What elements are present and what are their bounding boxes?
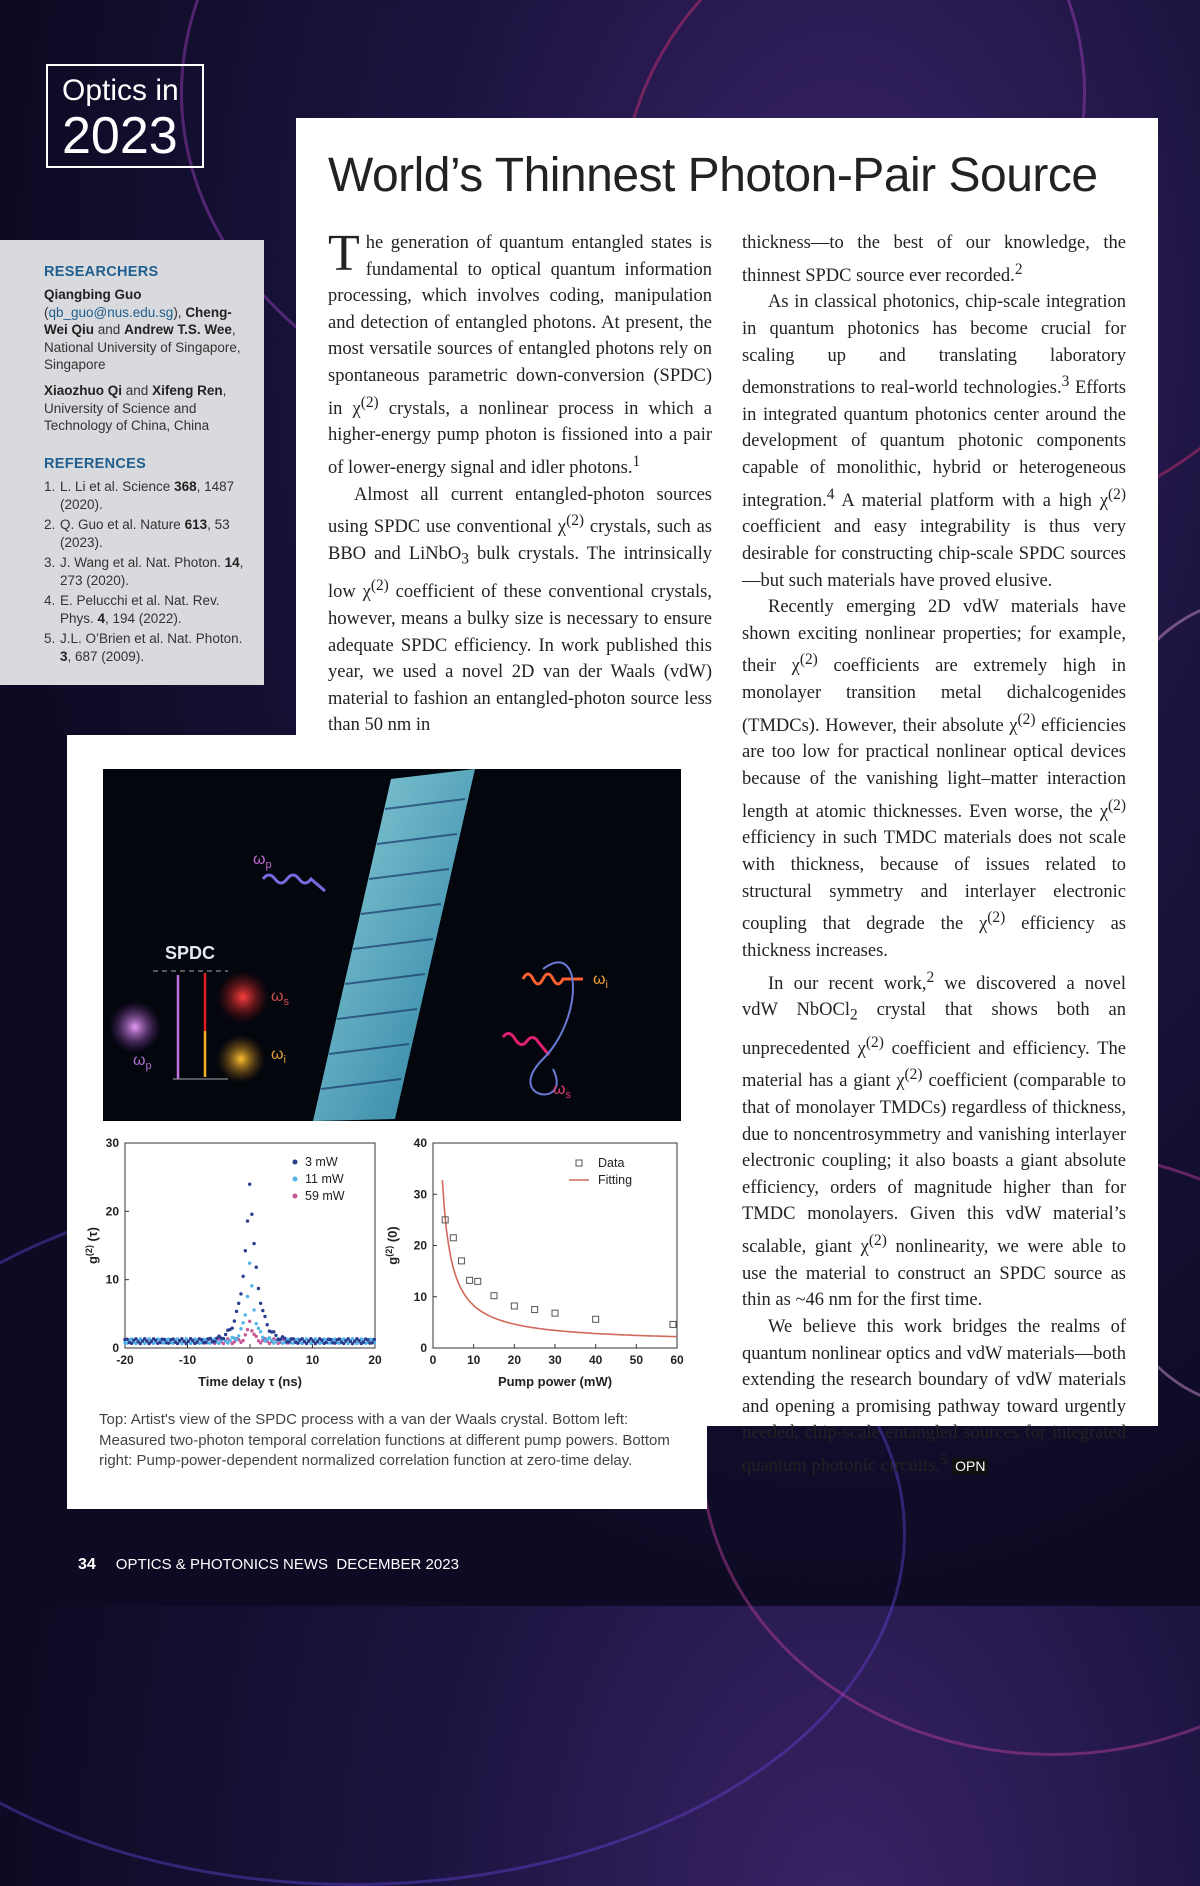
paragraph: Recently emerging 2D vdW materials have shown exciting nonlinear properties; for example, their $\chi^{(2)}$ coefficients are extremely high in monolayer transition metal dichalcogenides (TMDCs). However, their absolute $\chi^{(2)}$ efficiencies are too low for practical nonlinear optical devices because of the vanishing light–matter interaction length at atomic thicknesses. Even worse, the $\chi^{(2)}$ efficiency in such TMDC materials does not scale with thickness, because of issues related to structural symmetry and interlayer electronic coupling that degrade the $\chi^{(2)}$ efficiency as thickness increases. bbox=[742, 597, 1126, 961]
data-point bbox=[248, 1262, 251, 1265]
data-point bbox=[235, 1338, 238, 1341]
y-axis-label: $g^{(2)}$ (τ) bbox=[84, 1226, 100, 1265]
page-footer bbox=[78, 1556, 459, 1574]
data-point bbox=[458, 1258, 464, 1264]
reference-list bbox=[44, 478, 254, 668]
signal-label-right: $\omega_s$ bbox=[553, 1081, 571, 1101]
data-point bbox=[261, 1309, 264, 1312]
y-tick-label: 20 bbox=[105, 1204, 119, 1219]
sidebar bbox=[0, 240, 264, 685]
reference-item: 4. E. Pelucchi et al. Nat. Rev. Phys. 4, 194 (2022). bbox=[44, 593, 220, 626]
data-point bbox=[158, 1341, 161, 1344]
data-point bbox=[167, 1341, 170, 1344]
x-tick-label: 40 bbox=[588, 1353, 603, 1367]
data-point bbox=[171, 1337, 174, 1340]
y-tick-label: 20 bbox=[413, 1238, 427, 1253]
data-point bbox=[241, 1321, 244, 1324]
data-point bbox=[176, 1342, 179, 1345]
idler-wave bbox=[523, 974, 583, 984]
data-point bbox=[222, 1337, 225, 1340]
legend-entry: 3 mW bbox=[305, 1155, 338, 1169]
data-point bbox=[475, 1278, 481, 1284]
data-point bbox=[244, 1333, 247, 1336]
data-point bbox=[320, 1339, 323, 1342]
paragraph: Almost all current entangled-photon sources using SPDC use conventional $\chi^{(2)}$ crystals, such as BBO and LiNbO$_3$ bulk crystals. The intrinsically low $\chi^{(2)}$ coefficient of these conventional crystals, however, means a bulky size is necessary to ensure adequate SPDC efficiency. In work published this year, we used a novel 2D van der Waals (vdW) material to fashion an entangled-photon source less than 50 nm in bbox=[328, 484, 712, 736]
data-point bbox=[125, 1338, 128, 1341]
reference-item: 1. L. Li et al. Science 368, 1487 (2020). bbox=[44, 479, 235, 512]
reference-item: 3. J. Wang et al. Nat. Photon. 14, 273 (2020). bbox=[44, 555, 244, 588]
data-point bbox=[467, 1277, 473, 1283]
fitting-curve bbox=[442, 1180, 676, 1336]
data-point bbox=[272, 1330, 275, 1333]
data-point bbox=[325, 1341, 328, 1344]
drop-cap: T bbox=[328, 225, 360, 282]
data-point bbox=[195, 1340, 198, 1343]
data-point bbox=[228, 1339, 231, 1342]
data-point bbox=[373, 1338, 376, 1341]
badge-line2: 2023 bbox=[62, 107, 178, 165]
data-point bbox=[287, 1340, 290, 1343]
idler-photon bbox=[217, 1035, 265, 1083]
data-point bbox=[450, 1235, 456, 1241]
data-point bbox=[255, 1322, 258, 1325]
data-point bbox=[305, 1342, 308, 1345]
conjunction: and bbox=[125, 383, 149, 398]
researcher-name: Xiaozhuo Qi bbox=[44, 383, 123, 398]
paragraph: In our recent work,$^2$ we discovered a novel vdW NbOCl$_2$ crystal that shows both an unprecedented $\chi^{(2)}$ coefficient and efficiency. The material has a giant $\chi^{(2)}$ coefficient (comparable to that of monolayer TMDCs) regardless of thickness, due to noncentrosymmetry and vanishing interlayer electronic coupling; it also boasts a giant absolute efficiency, orders of magnitude higher than for TMDC monolayers. Given this vdW material’s scalable, giant $\chi^{(2)}$ nonlinearity, we were able to use the material to construct an SPDC source as thin as ~46 nm for the first time. bbox=[742, 968, 1127, 1311]
data-point bbox=[338, 1337, 341, 1340]
data-point bbox=[270, 1339, 273, 1342]
researcher-name: Qiangbing Guo bbox=[44, 287, 142, 302]
section-badge bbox=[46, 64, 204, 168]
x-axis-label: Pump power (mW) bbox=[497, 1374, 613, 1389]
data-point bbox=[233, 1319, 236, 1322]
paragraph: thickness—to the best of our knowledge, the thinnest SPDC source ever recorded.$^2$ bbox=[742, 233, 1126, 286]
data-point bbox=[209, 1337, 212, 1340]
data-point bbox=[370, 1341, 373, 1344]
data-point bbox=[366, 1338, 369, 1341]
data-point bbox=[150, 1340, 153, 1343]
data-point bbox=[316, 1340, 319, 1343]
x-tick-label: -10 bbox=[178, 1353, 197, 1367]
x-tick-label: 20 bbox=[507, 1353, 522, 1367]
data-point bbox=[261, 1336, 264, 1339]
data-point bbox=[191, 1339, 194, 1342]
data-point bbox=[139, 1342, 142, 1345]
data-point bbox=[552, 1310, 558, 1316]
data-point bbox=[217, 1342, 220, 1345]
body-column-2 bbox=[742, 230, 1126, 1480]
data-point bbox=[670, 1321, 676, 1327]
body-column-1 bbox=[328, 225, 712, 739]
data-point bbox=[362, 1340, 365, 1343]
data-point bbox=[259, 1330, 262, 1333]
data-point bbox=[246, 1295, 249, 1298]
data-point bbox=[491, 1293, 497, 1299]
article-title: World’s Thinnest Photon-Pair Source bbox=[328, 149, 1098, 202]
data-point bbox=[263, 1315, 266, 1318]
data-point bbox=[235, 1310, 238, 1313]
x-tick-label: 10 bbox=[305, 1353, 320, 1367]
data-point bbox=[255, 1335, 258, 1338]
data-point bbox=[593, 1316, 599, 1322]
paragraph: The generation of quantum entangled states is fundamental to optical quantum information processing, which involves coding, manipulation and detection of entangled photons. At present, the most versatile sources of entangled photons rely on spontaneous parametric down-conversion (SPDC) in $\chi^{(2)}$ crystals, a nonlinear process in which a higher-energy pump photon is fissioned into a pair of lower-energy signal and idler photons.$^1$ bbox=[328, 225, 712, 479]
legend-entry: Fitting bbox=[598, 1173, 633, 1187]
y-tick-label: 0 bbox=[420, 1341, 427, 1355]
data-point bbox=[257, 1287, 260, 1290]
y-tick-label: 0 bbox=[112, 1341, 119, 1355]
badge-line1: Optics in bbox=[62, 74, 179, 107]
plot-frame bbox=[433, 1143, 677, 1348]
data-point bbox=[130, 1342, 133, 1345]
conjunction: and bbox=[97, 322, 121, 337]
signal-photon bbox=[217, 971, 269, 1023]
data-point bbox=[248, 1320, 251, 1323]
y-tick-label: 30 bbox=[105, 1136, 119, 1150]
x-tick-label: -20 bbox=[116, 1353, 134, 1367]
data-point bbox=[237, 1302, 240, 1305]
x-axis-label: Time delay τ (ns) bbox=[198, 1374, 302, 1389]
data-point bbox=[255, 1266, 258, 1269]
paragraph: We believe this work bridges the realms of quantum nonlinear optics and vdW materials—both extending the research boundary of vdW materials and opening a promising pathway toward urgently needed, chip-scale entangled sources for integrated quantum photonic circuits.$^5$ OPN bbox=[742, 1316, 1126, 1477]
paragraph: As in classical photonics, chip-scale integration in quantum photonics has become crucial for scaling up and translating laboratory demonstrations to real-world technologies.$^3$ Efforts in integrated quantum photonics center around the development of quantum photonic components capable of monolithic, hybrid or heterogeneous integration.$^4$ A material platform with a high $\chi^{(2)}$ coefficient and easy integrability is thus very desirable for constructing chip-scale SPDC sources—but such materials have proved elusive. bbox=[742, 292, 1126, 591]
researcher-name: Xifeng Ren bbox=[152, 383, 223, 398]
data-point bbox=[244, 1313, 247, 1316]
pump-wave bbox=[263, 875, 325, 891]
data-point bbox=[204, 1341, 207, 1344]
y-axis-label: $g^{(2)}$ (0) bbox=[384, 1226, 400, 1265]
data-point bbox=[346, 1337, 349, 1340]
data-point bbox=[532, 1307, 538, 1313]
pump-label-top: $\omega_p$ bbox=[253, 851, 272, 871]
publication-name: OPTICS & PHOTONICS NEWS DECEMBER 2023 bbox=[115, 1556, 459, 1573]
references-heading: REFERENCES bbox=[44, 456, 147, 472]
data-point bbox=[246, 1219, 249, 1222]
figure-caption: Top: Artist's view of the SPDC process with a van der Waals crystal. Bottom left: Measured two-photon temporal correlation functions at different pump powers. Bottom right: Pump-power-dependent normalized correlation function at zero-time delay. bbox=[99, 1411, 670, 1469]
legend-marker bbox=[293, 1177, 298, 1182]
correlation-vs-time-chart bbox=[83, 1130, 383, 1396]
data-point bbox=[163, 1338, 166, 1341]
data-point bbox=[154, 1339, 157, 1342]
researcher-name: Andrew T.S. Wee bbox=[124, 322, 232, 337]
pump-photon bbox=[109, 1001, 161, 1053]
researcher-name: Cheng-Wei Qiu bbox=[44, 304, 232, 337]
data-point bbox=[248, 1183, 251, 1186]
data-point bbox=[300, 1337, 303, 1340]
data-point bbox=[329, 1338, 332, 1341]
signal-label-left: $\omega_s$ bbox=[271, 988, 289, 1008]
data-point bbox=[283, 1337, 286, 1340]
reference-item: 2. Q. Guo et al. Nature 613, 53 (2023). bbox=[44, 517, 230, 550]
opn-logo: OPN bbox=[952, 1458, 988, 1474]
legend-marker bbox=[576, 1160, 582, 1166]
data-point bbox=[259, 1302, 262, 1305]
data-point bbox=[265, 1323, 268, 1326]
data-point bbox=[250, 1329, 253, 1332]
x-tick-label: 0 bbox=[246, 1353, 254, 1367]
data-point bbox=[342, 1342, 345, 1345]
x-tick-label: 10 bbox=[466, 1353, 481, 1367]
data-point bbox=[252, 1242, 255, 1245]
crystal-lattice bbox=[313, 769, 475, 1121]
data-point bbox=[511, 1303, 517, 1309]
x-tick-label: 30 bbox=[548, 1353, 562, 1367]
data-point bbox=[357, 1339, 360, 1342]
pump-label-left: $\omega_p$ bbox=[133, 1052, 152, 1072]
data-point bbox=[246, 1328, 249, 1331]
data-point bbox=[252, 1308, 255, 1311]
x-tick-label: 20 bbox=[368, 1353, 382, 1367]
legend-marker bbox=[293, 1160, 298, 1165]
affiliation: , University of Science and Technology of China, China bbox=[44, 383, 227, 433]
y-tick-label: 10 bbox=[413, 1289, 427, 1304]
reference-item: 5. J.L. O’Brien et al. Nat. Photon. 3, 687 (2009). bbox=[44, 631, 243, 664]
researchers-block-2 bbox=[44, 382, 254, 435]
data-point bbox=[134, 1337, 137, 1340]
data-point bbox=[237, 1334, 240, 1337]
data-point bbox=[244, 1249, 247, 1252]
email-link[interactable]: qb_guo@nus.edu.sg bbox=[48, 304, 174, 320]
data-point bbox=[250, 1284, 253, 1287]
legend-entry: 59 mW bbox=[305, 1189, 345, 1203]
data-point bbox=[200, 1338, 203, 1341]
x-tick-label: 0 bbox=[429, 1353, 437, 1367]
spdc-label: SPDC bbox=[165, 943, 216, 963]
legend-entry: Data bbox=[598, 1156, 625, 1170]
legend-marker bbox=[293, 1194, 298, 1199]
data-point bbox=[250, 1213, 253, 1216]
data-point bbox=[239, 1327, 242, 1330]
x-tick-label: 50 bbox=[629, 1353, 644, 1367]
data-point bbox=[257, 1327, 260, 1330]
spdc-illustration bbox=[103, 769, 681, 1121]
data-point bbox=[230, 1326, 233, 1329]
data-point bbox=[296, 1341, 299, 1344]
page-number: 34 bbox=[78, 1556, 96, 1573]
correlation-vs-power-chart bbox=[383, 1130, 693, 1396]
data-point bbox=[180, 1337, 183, 1340]
idler-label-left: $\omega_i$ bbox=[271, 1046, 286, 1066]
x-tick-label: 60 bbox=[670, 1353, 684, 1367]
data-point bbox=[224, 1333, 227, 1336]
data-point bbox=[213, 1340, 216, 1343]
data-point bbox=[274, 1334, 277, 1337]
researchers-heading: RESEARCHERS bbox=[44, 264, 159, 280]
data-point bbox=[241, 1275, 244, 1278]
affiliation: , National University of Singapore, Singapore bbox=[44, 322, 241, 372]
y-tick-label: 10 bbox=[105, 1272, 119, 1287]
y-tick-label: 40 bbox=[413, 1136, 427, 1150]
data-point bbox=[333, 1341, 336, 1344]
idler-label-right: $\omega_i$ bbox=[593, 971, 608, 991]
legend-entry: 11 mW bbox=[305, 1172, 344, 1186]
signal-wave bbox=[503, 1033, 549, 1055]
data-point bbox=[292, 1337, 295, 1340]
data-point bbox=[239, 1292, 242, 1295]
data-point bbox=[241, 1339, 244, 1342]
researchers-block-1: Qiangbing Guo (qb_guo@nus.edu.sg), Cheng-Wei Qiu and Andrew T.S. Wee, National University of Singapore, Singapore bbox=[44, 287, 241, 372]
y-tick-label: 30 bbox=[413, 1187, 427, 1202]
